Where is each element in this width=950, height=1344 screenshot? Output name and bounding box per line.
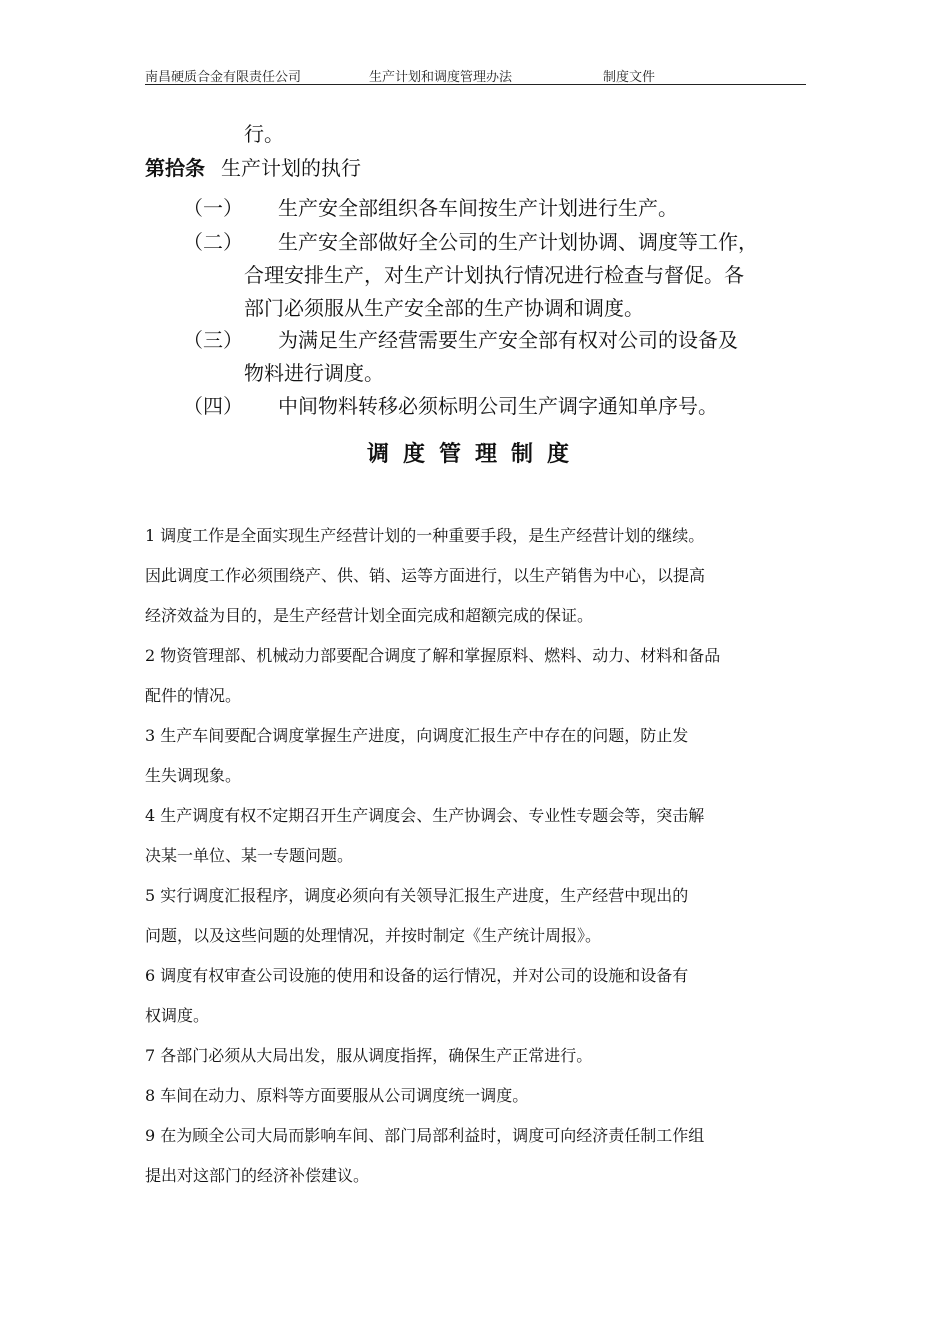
rule-text-line: 1 调度工作是全面实现生产经营计划的一种重要手段，是生产经营计划的继续。 <box>145 526 705 545</box>
rule-text-line: 权调度。 <box>145 1006 210 1025</box>
rule-text-line: 决某一单位、某一专题问题。 <box>145 846 354 865</box>
item-number: （二） <box>183 230 243 254</box>
article-title: 生产计划的执行 <box>221 156 361 180</box>
item-text-line: 中间物料转移必须标明公司生产调字通知单序号。 <box>278 394 718 418</box>
article-number: 第拾条 <box>145 156 205 180</box>
item-text-line: 生产安全部组织各车间按生产计划进行生产。 <box>278 196 678 220</box>
item-text-line: 部门必须服从生产安全部的生产协调和调度。 <box>244 296 644 320</box>
rule-text-line: 6 调度有权审查公司设施的使用和设备的运行情况，并对公司的设施和设备有 <box>145 966 689 985</box>
item-text-line: 为满足生产经营需要生产安全部有权对公司的设备及 <box>278 328 738 352</box>
item-text-line: 物料进行调度。 <box>244 361 384 385</box>
rule-text-line: 9 在为顾全公司大局而影响车间、部门局部利益时，调度可向经济责任制工作组 <box>145 1126 705 1145</box>
rule-text-line: 7 各部门必须从大局出发，服从调度指挥，确保生产正常进行。 <box>145 1046 593 1065</box>
section-title: 调度管理制度 <box>366 441 583 467</box>
rule-text-line: 3 生产车间要配合调度掌握生产进度，向调度汇报生产中存在的问题，防止发 <box>145 726 689 745</box>
page-header <box>145 64 806 85</box>
rule-text-line: 5 实行调度汇报程序，调度必须向有关领导汇报生产进度，生产经营中现出的 <box>145 886 689 905</box>
rule-text-line: 生失调现象。 <box>145 766 242 785</box>
header-document-title: 生产计划和调度管理办法 <box>369 70 513 85</box>
item-number: （四） <box>183 394 243 418</box>
rule-text-line: 2 物资管理部、机械动力部要配合调度了解和掌握原料、燃料、动力、材料和备品 <box>145 646 721 665</box>
header-company: 南昌硬质合金有限责任公司 <box>145 70 302 85</box>
item-text-line: 合理安排生产，对生产计划执行情况进行检查与督促。各 <box>244 263 744 287</box>
rule-text-line: 提出对这部门的经济补偿建议。 <box>145 1166 370 1185</box>
rule-text-line: 8 车间在动力、原料等方面要服从公司调度统一调度。 <box>145 1086 529 1105</box>
rule-text-line: 经济效益为目的，是生产经营计划全面完成和超额完成的保证。 <box>145 606 594 625</box>
rule-text-line: 问题，以及这些问题的处理情况，并按时制定《生产统计周报》。 <box>145 926 602 945</box>
rule-text-line: 因此调度工作必须围绕产、供、销、运等方面进行，以生产销售为中心，以提高 <box>145 566 706 585</box>
article-heading <box>145 152 361 181</box>
rule-text-line: 配件的情况。 <box>145 686 242 705</box>
rule-text-line: 4 生产调度有权不定期召开生产调度会、生产协调会、专业性专题会等，突击解 <box>145 806 705 825</box>
item-number: （一） <box>183 196 243 220</box>
header-document-type: 制度文件 <box>603 70 656 85</box>
item-number: （三） <box>183 328 243 352</box>
continuation-text: 行。 <box>244 122 284 146</box>
item-text-line: 生产安全部做好全公司的生产计划协调、调度等工作， <box>278 230 758 254</box>
